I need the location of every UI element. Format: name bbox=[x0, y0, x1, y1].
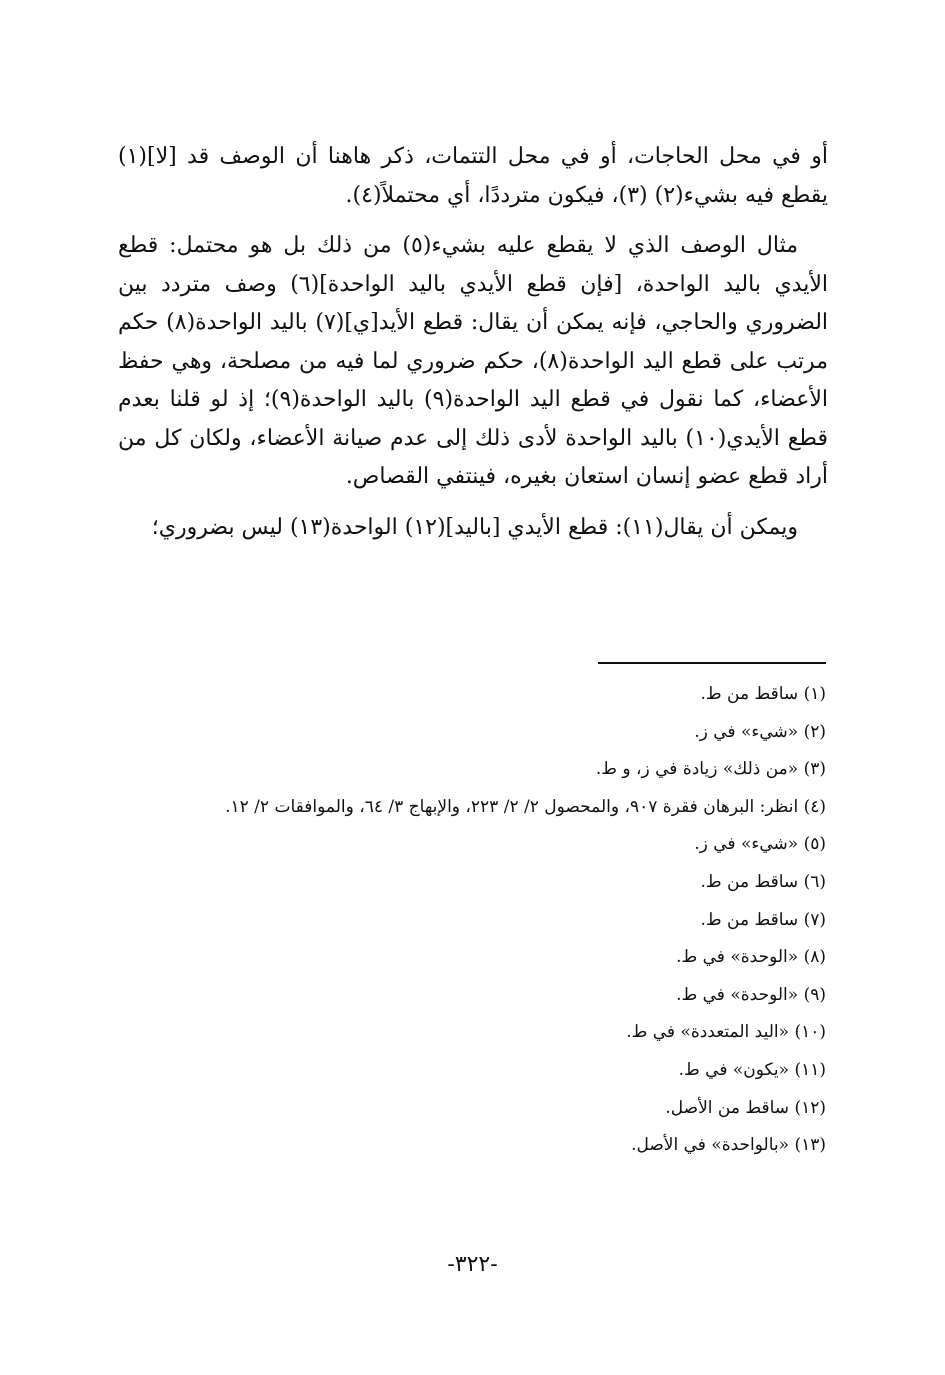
footnote bbox=[108, 977, 826, 1015]
footnote-number: (٣) bbox=[803, 759, 826, 780]
footnote bbox=[108, 902, 826, 940]
footnote-number: (٤) bbox=[803, 796, 826, 817]
footnote-text: «من ذلك» زيادة في ز، و ط. bbox=[595, 759, 799, 780]
paragraph: أو في محل الحاجات، أو في محل التتمات، ذكر هاهنا أن الوصف قد [لا](١) يقطع فيه بشيء(٢) (٣)، فيكون مترددًا، أي محتملاً(٤). bbox=[118, 144, 828, 208]
footnote-number: (٨) bbox=[803, 947, 826, 968]
footnote bbox=[108, 1014, 826, 1052]
footnote bbox=[108, 676, 826, 714]
footnote-number: (٧) bbox=[803, 909, 826, 930]
footnote-separator bbox=[598, 662, 826, 664]
footnote-number: (٦) bbox=[803, 871, 826, 892]
footnotes bbox=[108, 676, 826, 1165]
footnote-number: (١) bbox=[803, 684, 826, 704]
footnote bbox=[108, 826, 826, 864]
footnote-text: «الوحدة» في ط. bbox=[676, 984, 799, 1005]
footnote-text: ساقط من ط. bbox=[700, 871, 799, 892]
footnote bbox=[108, 789, 826, 827]
footnote-number: (٥) bbox=[803, 834, 826, 855]
page-number: -٣٢٢- bbox=[447, 1252, 498, 1277]
footnote-number: (١١) bbox=[794, 1059, 826, 1080]
footnote bbox=[108, 714, 826, 752]
footnote bbox=[108, 751, 826, 789]
footnote-text: «شيء» في ز. bbox=[694, 834, 799, 855]
footnote-text: «بالواحدة» في الأصل. bbox=[631, 1135, 790, 1156]
footnote-text: «شيء» في ز. bbox=[694, 721, 799, 742]
footnote-number: (١٣) bbox=[794, 1135, 826, 1156]
footnote-text: ساقط من ط. bbox=[700, 909, 799, 930]
footnote bbox=[108, 1090, 826, 1128]
footnote-text: انظر: البرهان فقرة ٩٠٧، والمحصول ٢/ ٢/ ٢٢٣، والإبهاج ٣/ ٦٤، والموافقات ٢/ ١٢. bbox=[225, 796, 799, 817]
paragraph: ويمكن أن يقال(١١): قطع الأيدي [باليد](١٢) الواحدة(١٣) ليس بضروري؛ bbox=[151, 514, 798, 540]
footnote bbox=[108, 939, 826, 977]
footnote bbox=[108, 1052, 826, 1090]
footnote-number: (٢) bbox=[803, 721, 826, 742]
paragraph: مثال الوصف الذي لا يقطع عليه بشيء(٥) من ذلك بل هو محتمل: قطع الأيدي باليد الواحدة، [فإن قطع الأيدي باليد الواحدة](٦) وصف متردد بين الضروري والحاجي، فإنه يمكن أن يقال: قطع الأيد[ي](٧) باليد الواحدة(٨) حكم مرتب على قطع اليد الواحدة(٨)، حكم ضروري لما فيه من مصلحة، وهي حفظ الأعضاء، كما نقول في قطع اليد الواحدة(٩) باليد الواحدة(٩)؛ إذ لو قلنا بعدم قطع الأيدي(١٠) باليد الواحدة لأدى ذلك إلى عدم صيانة الأعضاء، ولكان كل من أراد قطع عضو إنسان استعان بغيره، فينتفي القصاص. bbox=[118, 233, 829, 489]
footnote bbox=[108, 864, 826, 902]
footnote-text: «اليد المتعددة» في ط. bbox=[626, 1022, 790, 1043]
footnote-number: (١٠) bbox=[794, 1022, 826, 1043]
footnote-text: ساقط من ط. bbox=[700, 684, 799, 704]
footnote-text: ساقط من الأصل. bbox=[665, 1097, 790, 1118]
footnote-number: (٩) bbox=[803, 984, 826, 1005]
footnote-text: «الوحدة» في ط. bbox=[676, 947, 799, 968]
body-text bbox=[118, 138, 828, 559]
footnote bbox=[108, 1127, 826, 1165]
footnote-number: (١٢) bbox=[794, 1097, 826, 1118]
footnote-text: «يكون» في ط. bbox=[678, 1059, 790, 1080]
